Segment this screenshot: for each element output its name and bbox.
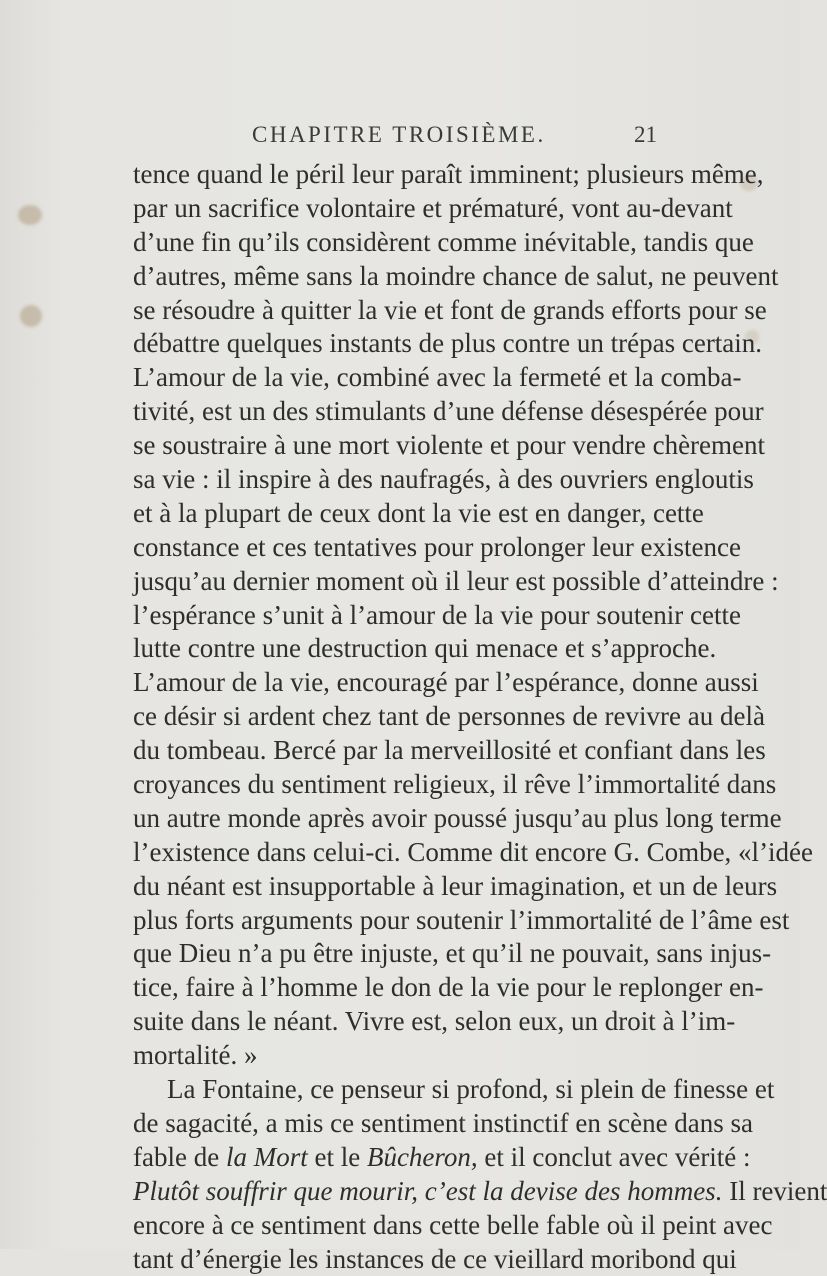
body-text	[133, 158, 661, 1276]
text-line: tence quand le péril leur paraît imminent; plusieurs même,	[133, 158, 661, 192]
text-line: L’amour de la vie, encouragé par l’espérance, donne aussi	[133, 666, 661, 700]
text-line: débattre quelques instants de plus contre un trépas certain.	[133, 327, 661, 361]
foxing-stain	[18, 205, 42, 225]
page-number: 21	[634, 122, 657, 148]
text-line: et à la plupart de ceux dont la vie est en danger, cette	[133, 497, 661, 531]
text-line: l’existence dans celui-ci. Comme dit encore G. Combe, «l’idée	[133, 836, 661, 870]
text-line: se soustraire à une mort violente et pour vendre chèrement	[133, 429, 661, 463]
text-line: Plutôt souffrir que mourir, c’est la devise des hommes. Il revient	[133, 1175, 661, 1209]
text-line: de sagacité, a mis ce sentiment instinctif en scène dans sa	[133, 1107, 661, 1141]
text-line: que Dieu n’a pu être injuste, et qu’il ne pouvait, sans injus-	[133, 937, 661, 971]
text-line: fable de la Mort et le Bûcheron, et il conclut avec vérité :	[133, 1141, 661, 1175]
text-line: jusqu’au dernier moment où il leur est possible d’atteindre :	[133, 565, 661, 599]
text-line: encore à ce sentiment dans cette belle fable où il peint avec	[133, 1209, 661, 1243]
text-line: d’autres, même sans la moindre chance de salut, ne peuvent	[133, 260, 661, 294]
text-line: l’espérance s’unit à l’amour de la vie pour soutenir cette	[133, 599, 661, 633]
text-line: constance et ces tentatives pour prolonger leur existence	[133, 531, 661, 565]
text-line: tice, faire à l’homme le don de la vie pour le replonger en-	[133, 971, 661, 1005]
text-line: du tombeau. Bercé par la merveillosité et confiant dans les	[133, 734, 661, 768]
text-line: mortalité. »	[133, 1039, 661, 1073]
text-line: croyances du sentiment religieux, il rêve l’immortalité dans	[133, 768, 661, 802]
text-line: tant d’énergie les instances de ce vieillard moribond qui	[133, 1243, 661, 1276]
text-line: suite dans le néant. Vivre est, selon eux, un droit à l’im-	[133, 1005, 661, 1039]
text-line: du néant est insupportable à leur imagination, et un de leurs	[133, 870, 661, 904]
text-line: L’amour de la vie, combiné avec la fermeté et la comba-	[133, 361, 661, 395]
text-line: d’une fin qu’ils considèrent comme inévitable, tandis que	[133, 226, 661, 260]
text-line: sa vie : il inspire à des naufragés, à des ouvriers engloutis	[133, 463, 661, 497]
text-line: se résoudre à quitter la vie et font de grands efforts pour se	[133, 294, 661, 328]
text-line: par un sacrifice volontaire et prématuré, vont au-devant	[133, 192, 661, 226]
text-line: La Fontaine, ce penseur si profond, si plein de finesse et	[133, 1073, 661, 1107]
foxing-stain	[20, 305, 42, 327]
running-head	[252, 122, 657, 156]
text-line: ce désir si ardent chez tant de personnes de revivre au delà	[133, 700, 661, 734]
chapter-title: CHAPITRE TROISIÈME.	[252, 122, 546, 148]
text-line: un autre monde après avoir poussé jusqu’au plus long terme	[133, 802, 661, 836]
text-line: lutte contre une destruction qui menace et s’approche.	[133, 632, 661, 666]
text-line: tivité, est un des stimulants d’une défense désespérée pour	[133, 395, 661, 429]
text-line: plus forts arguments pour soutenir l’immortalité de l’âme est	[133, 904, 661, 938]
